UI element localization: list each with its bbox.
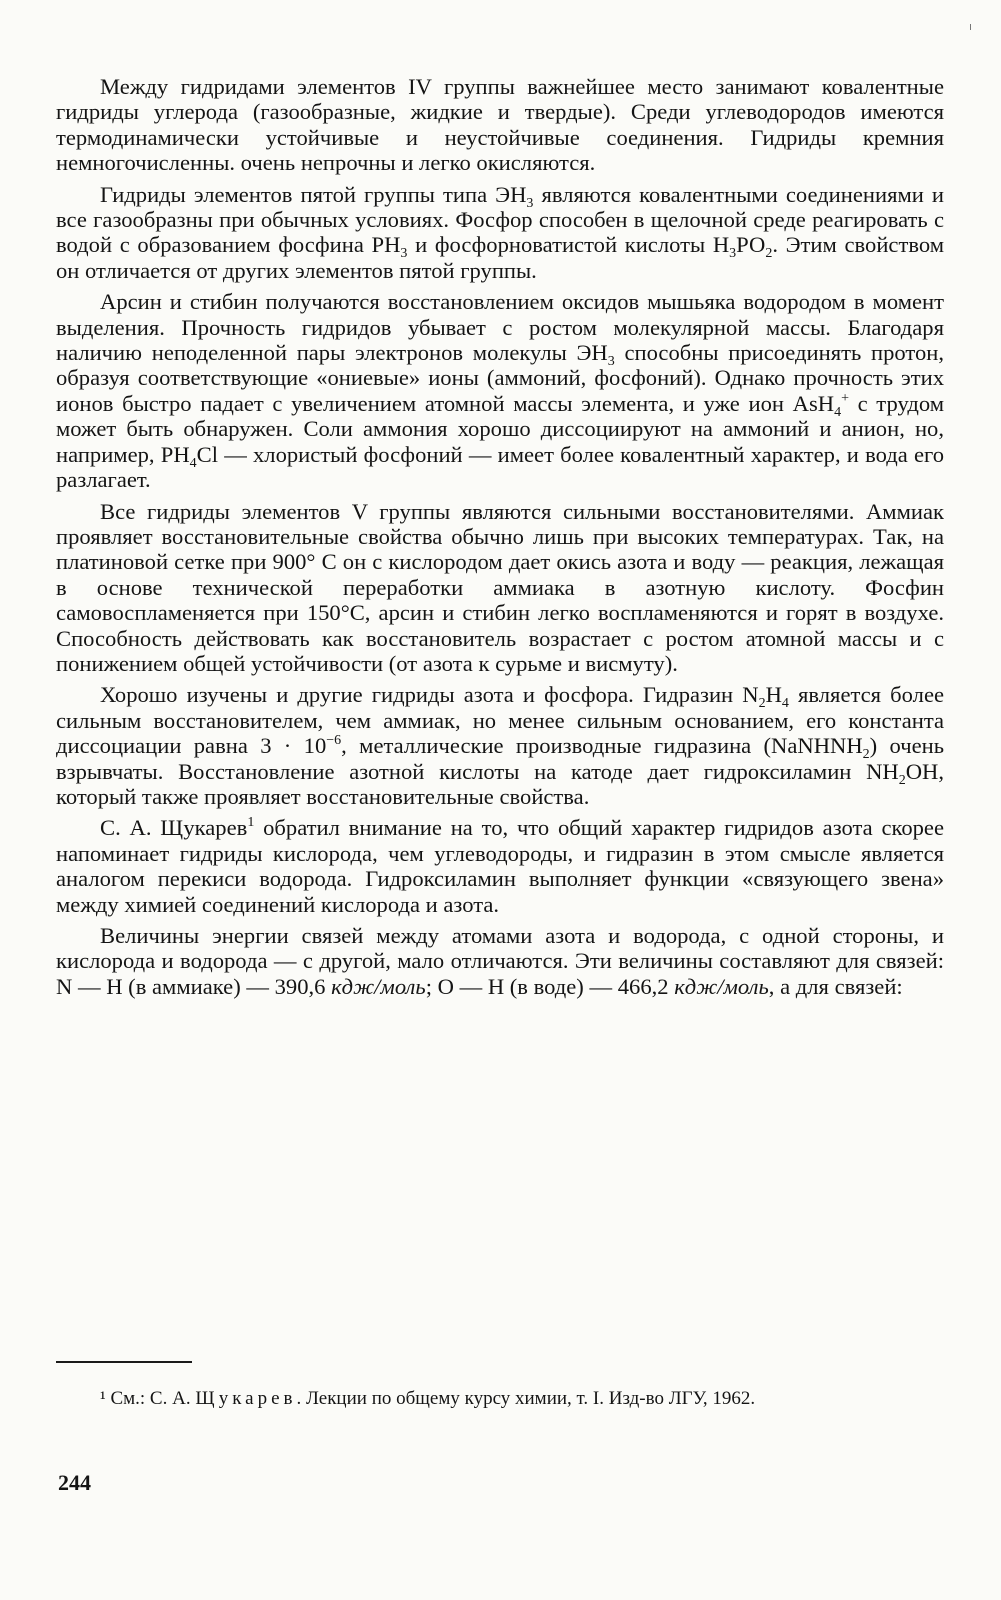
paragraph-5 bbox=[56, 682, 944, 809]
text-run: , металлические производные гидразина (NaNHNH bbox=[341, 733, 863, 759]
subscript: 2 bbox=[898, 772, 906, 788]
footnote-divider bbox=[56, 1361, 192, 1363]
subscript: 4 bbox=[834, 404, 842, 420]
paragraph-6 bbox=[56, 815, 944, 917]
paragraph-3 bbox=[56, 289, 944, 492]
superscript: 1 bbox=[247, 815, 255, 831]
text-run: , а для связей: bbox=[768, 973, 903, 999]
scan-mark bbox=[970, 24, 971, 30]
text-run: является более сильным восстановителем, чем аммиак, но менее сильным основанием, его константа диссоциации равна 3 · 10 bbox=[56, 682, 944, 759]
footnote-rest: . Лекции по общему курсу химии, т. I. Изд-во ЛГУ, 1962. bbox=[296, 1388, 756, 1409]
text-run: Хорошо изучены и другие гидриды азота и фосфора. Гидразин N bbox=[100, 682, 759, 708]
text-run: РО bbox=[736, 232, 766, 258]
subscript: 4 bbox=[781, 696, 789, 712]
subscript: 4 bbox=[189, 455, 197, 471]
text-run: ) очень взрывчаты. Восстановление азотной кислоты на катоде дает гидроксиламин NH bbox=[56, 733, 945, 784]
superscript: + bbox=[841, 390, 849, 406]
text-run: Между гидридами элементов IV группы важнейшее место занимают ковалентные гидриды углерода (газообразные, жидкие и твердые). Среди углеводородов имеются термодинамически устойчивые и неустойчивые соединения. Гидриды кремния немногочисленны. очень непрочны и легко окисляются. bbox=[56, 74, 944, 176]
subscript: 2 bbox=[862, 747, 870, 763]
text-run: с трудом может быть обнаружен. Соли аммония хорошо диссоциируют на аммоний и анион, но, например, РН bbox=[56, 390, 944, 467]
page-number: 244 bbox=[58, 1470, 91, 1495]
text-run: С. А. Щукарев bbox=[100, 815, 248, 841]
footnote bbox=[56, 1386, 944, 1411]
text-run: Гидриды элементов пятой группы типа ЭН bbox=[100, 181, 527, 207]
text-run: являются ковалентными соединениями и все газообразны при обычных условиях. Фосфор способен в щелочной среде реагировать с водой с образованием фосфина РН bbox=[56, 181, 944, 258]
text-run: и фосфорноватистой кислоты Н bbox=[407, 232, 730, 258]
paragraph-2 bbox=[56, 182, 944, 284]
text-run: Все гидриды элементов V группы являются сильными восстановителями. Аммиак проявляет восстановительные свойства обычно лишь при высоких температурах. Так, на платиновой сетке при 900° С он с кислородом дает окись азота и воду — реакция, лежащая в основе технической переработки аммиака в азотную кислоту. Фосфин самовоспламеняется при 150°С, арсин и стибин легко воспламеняются и горят в воздухе. Способность действовать как восстановитель возрастает с ростом атомной массы и с понижением общей устойчивости (от азота к сурьме и висмуту). bbox=[56, 498, 944, 676]
paragraph-4 bbox=[56, 499, 944, 677]
footnote-marker: ¹ bbox=[100, 1388, 106, 1409]
italic-unit: кдж/моль bbox=[674, 973, 769, 999]
footnote-author: Щукарев bbox=[195, 1388, 297, 1409]
text-run: Сl — хлористый фосфоний — имеет более ковалентный характер, и вода его разлагает. bbox=[56, 441, 944, 493]
subscript: 2 bbox=[765, 246, 773, 262]
text-run: . Этим свойством он отличается от других элементов пятой группы. bbox=[56, 232, 944, 283]
text-run: Величины энергии связей между атомами азота и водорода, с одной стороны, и кислорода и водорода — с другой, мало отличаются. Эти величины составляют для связей: N — Н (в аммиаке) — 390,6 bbox=[56, 923, 944, 999]
text-run: ; О — Н (в воде) — 466,2 bbox=[425, 973, 675, 999]
paragraph-7 bbox=[56, 923, 944, 999]
text-run: H bbox=[765, 682, 782, 708]
subscript: 3 bbox=[729, 246, 737, 262]
text-run: обратил внимание на то, что общий характер гидридов азота скорее напоминает гидриды кислорода, чем углеводороды, и гидразин в этом смысле является аналогом перекиси водорода. Гидроксиламин выполняет функции «связующего звена» между химией соединений кислорода и азота. bbox=[56, 815, 944, 917]
italic-unit: кдж/моль bbox=[331, 973, 426, 999]
subscript: 3 bbox=[526, 195, 534, 211]
text-run: способны присоединять протон, образуя соответствующие «ониевые» ионы (аммоний, фосфоний). Однако прочность этих ионов быстро падает с увеличением атомной массы элемента, и уже ион AsH bbox=[56, 340, 944, 416]
text-run: OH, который также проявляет восстановительные свойства. bbox=[56, 758, 944, 809]
body-text bbox=[56, 74, 944, 999]
footnote-prefix: См.: С. А. bbox=[105, 1388, 196, 1409]
paragraph-1 bbox=[56, 74, 944, 176]
subscript: 3 bbox=[607, 354, 615, 370]
subscript: 2 bbox=[758, 696, 766, 712]
subscript: 3 bbox=[400, 246, 408, 262]
superscript: −6 bbox=[326, 733, 342, 749]
text-run: Арсин и стибин получаются восстановлением оксидов мышьяка водородом в момент выделения. Прочность гидридов убывает с ростом молекулярной массы. Благодаря наличию неподеленной пары электронов молекулы ЭН bbox=[56, 289, 944, 366]
